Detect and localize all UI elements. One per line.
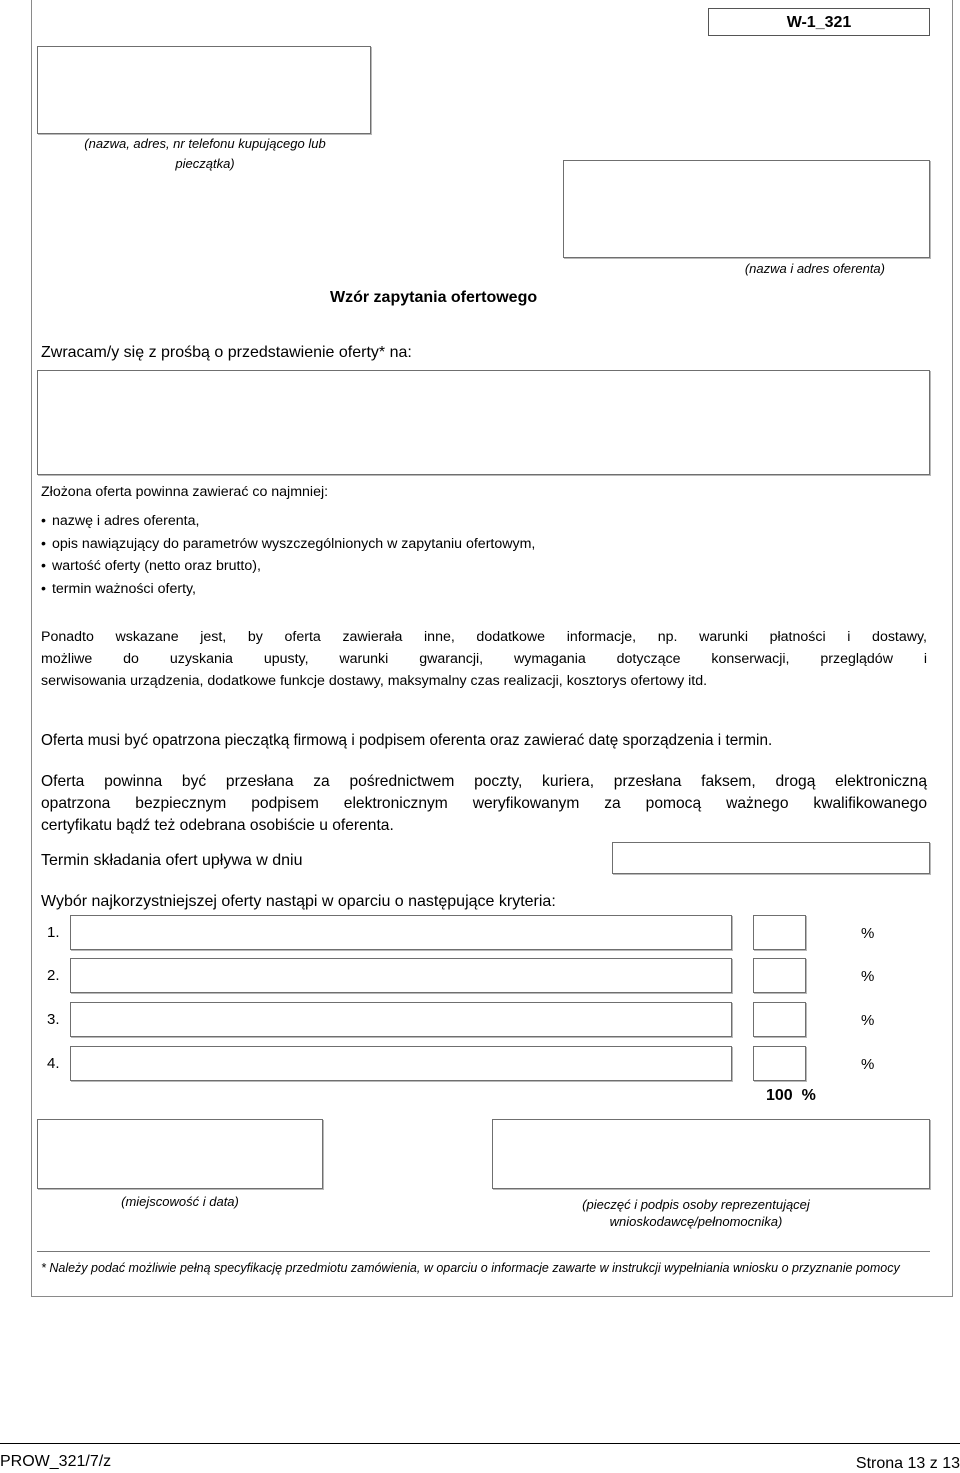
footnote: * Należy podać możliwie pełną specyfikację przedmiotu zamówienia, w oparciu o informacje zawarte w instrukcji wypełniania wniosku o przyznanie pomocy <box>41 1261 900 1275</box>
list-item: • nazwę i adres oferenta, <box>41 510 535 533</box>
footer-page-number: Strona 13 z 13 <box>855 1455 960 1472</box>
offer-contents-heading: Złożona oferta powinna zawierać co najmniej: <box>41 484 329 500</box>
buyer-field[interactable] <box>37 46 371 134</box>
criterion-number: 2. <box>47 967 60 984</box>
subject-field[interactable] <box>37 370 930 475</box>
form-code: W-1_321 <box>786 14 852 31</box>
criterion-field-4[interactable] <box>70 1046 732 1081</box>
percent-sign: % <box>861 925 875 942</box>
criterion-number: 4. <box>47 1055 60 1072</box>
percent-sign: % <box>861 968 875 985</box>
total-percent: 100 % <box>766 1087 816 1104</box>
bidder-field[interactable] <box>563 160 930 258</box>
list-item: • opis nawiązujący do parametrów wyszczególnionych w zapytaniu ofertowym, <box>41 533 535 556</box>
criterion-weight-1[interactable] <box>753 915 806 950</box>
criterion-number: 1. <box>47 924 60 941</box>
criterion-weight-3[interactable] <box>753 1002 806 1037</box>
deadline-label: Termin składania ofert upływa w dniu <box>41 852 303 869</box>
deadline-field[interactable] <box>612 842 930 874</box>
page-title: Wzór zapytania ofertowego <box>330 289 538 306</box>
delivery-info-line: opatrzona bezpiecznym podpisem elektronicznym weryfikowanym za pomocą ważnego kwalifikowanego <box>41 795 927 812</box>
bidder-caption: (nazwa i adres oferenta) <box>744 261 885 276</box>
criterion-weight-2[interactable] <box>753 958 806 993</box>
signature-field[interactable] <box>492 1119 930 1189</box>
offer-items-list <box>41 510 535 600</box>
criterion-field-3[interactable] <box>70 1002 732 1037</box>
list-item: • termin ważności oferty, <box>41 578 535 601</box>
request-line: Zwracam/y się z prośbą o przedstawienie oferty* na: <box>41 344 412 361</box>
additional-info <box>41 626 927 692</box>
stamp-info: Oferta musi być opatrzona pieczątką firmową i podpisem oferenta oraz zawierać datę sporządzenia i termin. <box>41 732 773 749</box>
place-date-field[interactable] <box>37 1119 323 1189</box>
additional-info-line: Ponadto wskazane jest, by oferta zawierała inne, dodatkowe informacje, np. warunki płatności i dostawy, <box>41 629 927 645</box>
footnote-separator <box>37 1251 930 1252</box>
delivery-info-line: Oferta powinna być przesłana za pośrednictwem poczty, kuriera, przesłana faksem, drogą elektroniczną <box>41 773 927 790</box>
buyer-caption: (nazwa, adres, nr telefonu kupującego lub pieczątka) <box>84 136 326 171</box>
footer-separator <box>0 1443 960 1444</box>
footer-doc-code: PROW_321/7/z <box>0 1453 112 1470</box>
percent-sign: % <box>861 1056 875 1073</box>
criterion-number: 3. <box>47 1011 60 1028</box>
criteria-label: Wybór najkorzystniejszej oferty nastąpi w oparciu o następujące kryteria: <box>41 893 556 910</box>
criterion-weight-4[interactable] <box>753 1046 806 1081</box>
place-date-caption: (miejscowość i data) <box>121 1194 239 1209</box>
percent-sign: % <box>861 1012 875 1029</box>
delivery-info-line: certyfikatu bądź też odebrana osobiście u oferenta. <box>41 817 394 834</box>
signature-caption: (pieczęć i podpis osoby reprezentującej wnioskodawcę/pełnomocnika) <box>582 1197 810 1229</box>
criterion-field-1[interactable] <box>70 915 732 950</box>
list-item: • wartość oferty (netto oraz brutto), <box>41 555 535 578</box>
criterion-field-2[interactable] <box>70 958 732 993</box>
additional-info-line: możliwe do uzyskania upusty, warunki gwarancji, wymagania dotyczące konserwacji, przeglądów i <box>41 651 927 667</box>
delivery-info <box>41 771 927 837</box>
additional-info-line: serwisowania urządzenia, dodatkowe funkcje dostawy, maksymalny czas realizacji, kosztorys ofertowy itd. <box>41 673 708 689</box>
